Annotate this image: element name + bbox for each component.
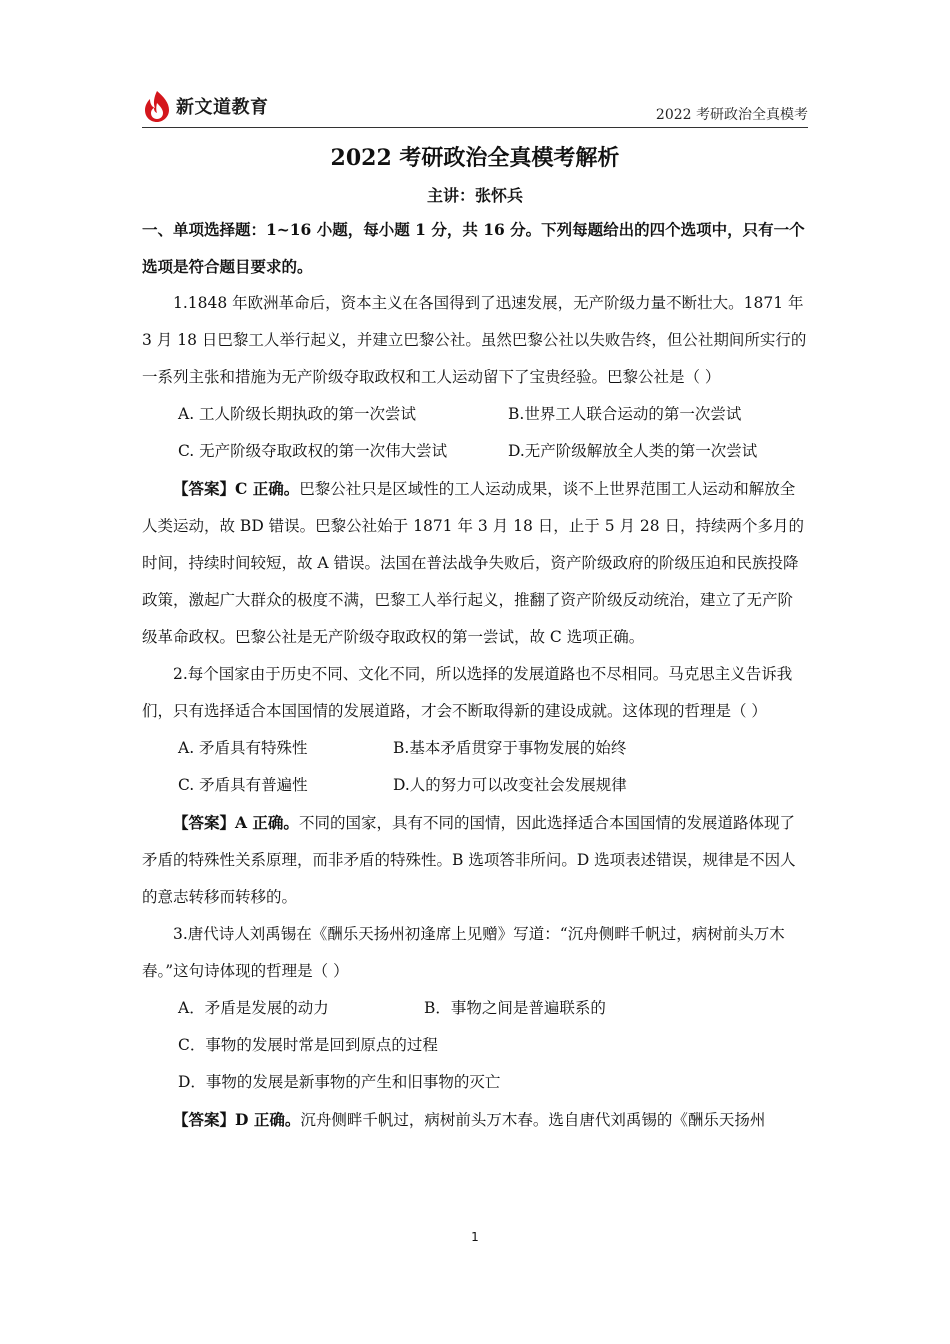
document-body: [142, 211, 808, 1139]
option-a: A．矛盾是发展的动力: [178, 999, 329, 1017]
answer-text: 沉舟侧畔千帆过，病树前头万木春。选自唐代刘禹锡的《酬乐天扬州: [300, 1111, 766, 1129]
answer-paragraph: [142, 804, 808, 916]
option-b: B.基本矛盾贯穿于事物发展的始终: [393, 739, 627, 757]
header-exam-title: 2022 考研政治全真模考: [655, 107, 808, 123]
option-c: C. 矛盾具有普遍性: [178, 776, 308, 794]
question-stem: 3.唐代诗人刘禹锡在《酬乐天扬州初逢席上见赠》写道：“沉舟侧畔千帆过，病树前头万木春。”这句诗体现的哲理是（ ）: [142, 925, 785, 980]
answer-paragraph: [142, 470, 808, 656]
option-a: A. 工人阶级长期执政的第一次尝试: [178, 405, 417, 423]
answer-tag: 【答案】C 正确。: [173, 479, 300, 498]
options-row: [142, 767, 808, 804]
answer-text: 巴黎公社只是区域性的工人运动成果，谈不上世界范围工人运动和解放全人类运动，故 BD 错误。巴黎公社始于 1871 年 3 月 18 日，止于 5 月 28 日，持续两个多月的时间，持续时间较短，故 A 错误。法国在普法战争失败后，资产阶级政府的阶级压迫和民族投降政策，激起广大群众的极度不满，巴黎工人举行起义，推翻了资产阶级反动统治，建立了无产阶级革命政权。巴黎公社是无产阶级夺取政权的第一尝试，故 C 选项正确。: [142, 480, 805, 646]
page-number: 1: [471, 1230, 479, 1244]
logo-text: 新文道教育: [176, 97, 269, 118]
answer-text: 不同的国家，具有不同的国情，因此选择适合本国国情的发展道路体现了矛盾的特殊性关系原理，而非矛盾的特殊性。B 选项答非所问。D 选项表述错误，规律是不因人的意志转移而转移的。: [142, 814, 796, 906]
section-heading: 一、单项选择题：1~16 小题，每小题 1 分，共 16 分。下列每题给出的四个选项中，只有一个选项是符合题目要求的。: [142, 220, 805, 276]
option-b: B.世界工人联合运动的第一次尝试: [508, 405, 742, 423]
option-a: A. 矛盾具有特殊性: [178, 739, 308, 757]
options-row: [142, 990, 808, 1027]
question-stem: 1.1848 年欧洲革命后，资本主义在各国得到了迅速发展，无产阶级力量不断壮大。1871 年 3 月 18 日巴黎工人举行起义，并建立巴黎公社。虽然巴黎公社以失败告终，但公社期间所实行的一系列主张和措施为无产阶级夺取政权和工人运动留下了宝贵经验。巴黎公社是（ ）: [142, 294, 807, 386]
options-row: [142, 730, 808, 767]
option-c: C. 无产阶级夺取政权的第一次伟大尝试: [178, 442, 448, 460]
option-d: D.人的努力可以改变社会发展规律: [393, 776, 627, 794]
document-title: 2022 考研政治全真模考解析: [330, 145, 620, 171]
answer-tag: 【答案】D 正确。: [173, 1110, 301, 1129]
brand-logo: [142, 86, 269, 126]
answer-tag: 【答案】A 正确。: [173, 813, 299, 832]
page-header: [142, 86, 808, 130]
question-stem: 2.每个国家由于历史不同、文化不同，所以选择的发展道路也不尽相同。马克思主义告诉我们，只有选择适合本国国情的发展道路，才会不断取得新的建设成就。这体现的哲理是（ ）: [142, 665, 793, 720]
header-divider: [142, 127, 808, 128]
option-b: B．事物之间是普遍联系的: [424, 999, 606, 1017]
option-d: D．事物的发展是新事物的产生和旧事物的灭亡: [178, 1073, 501, 1091]
answer-paragraph: [142, 1101, 808, 1139]
lecturer-line: 主讲：张怀兵: [426, 186, 523, 205]
flame-logo-icon: [142, 89, 172, 123]
options-row: [142, 396, 808, 433]
option-d: D.无产阶级解放全人类的第一次尝试: [508, 442, 758, 460]
option-c: C．事物的发展时常是回到原点的过程: [178, 1036, 438, 1054]
options-row: [142, 433, 808, 470]
